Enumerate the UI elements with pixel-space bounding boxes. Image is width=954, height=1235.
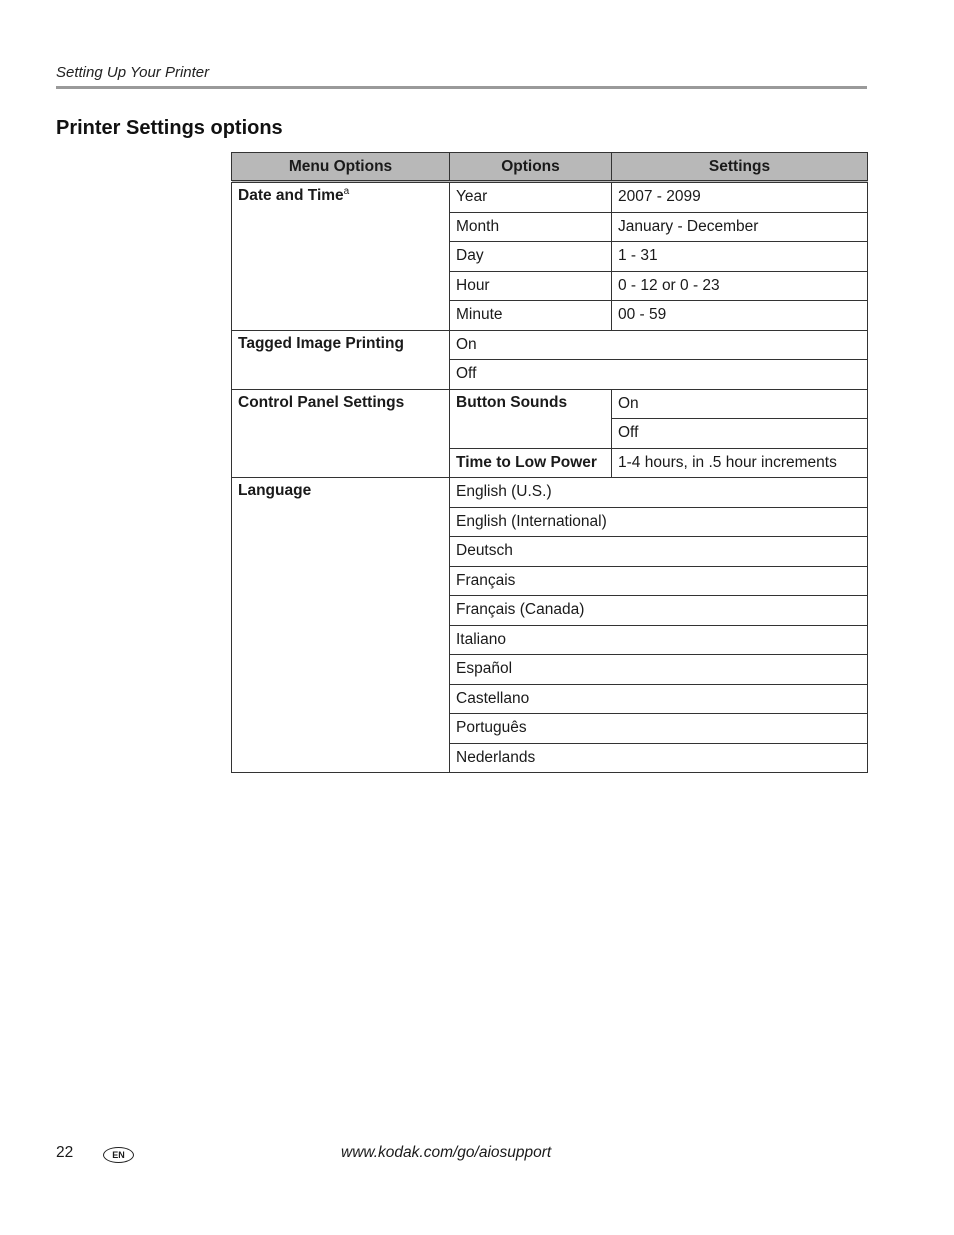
footnote-marker: a — [343, 185, 350, 197]
option-cell: Year — [450, 182, 612, 213]
footer-url: www.kodak.com/go/aiosupport — [341, 1144, 552, 1161]
table-header-row — [232, 153, 868, 182]
printer-settings-table — [231, 152, 868, 773]
option-cell: Day — [450, 242, 612, 272]
table-row — [232, 330, 868, 360]
language-option: Français (Canada) — [450, 596, 868, 626]
setting-cell: 1 - 31 — [612, 242, 868, 272]
language-option: Castellano — [450, 684, 868, 714]
setting-cell: January - December — [612, 212, 868, 242]
header-divider — [56, 86, 867, 89]
table-row — [232, 182, 868, 213]
language-option: English (International) — [450, 507, 868, 537]
language-option: Deutsch — [450, 537, 868, 567]
language-option: Português — [450, 714, 868, 744]
page-number: 22 — [56, 1144, 74, 1161]
menu-option-label: Date and Time — [238, 187, 344, 204]
language-badge-icon — [103, 1147, 134, 1163]
column-header-options: Options — [450, 153, 612, 182]
option-cell: Month — [450, 212, 612, 242]
column-header-menu-options: Menu Options — [232, 153, 450, 182]
option-cell: On — [450, 330, 868, 360]
setting-cell: 1-4 hours, in .5 hour increments — [612, 448, 868, 478]
setting-cell: 2007 - 2099 — [612, 182, 868, 213]
language-option: Français — [450, 566, 868, 596]
table-row — [232, 389, 868, 419]
sub-option-time-to-low-power: Time to Low Power — [450, 448, 612, 478]
menu-option-language: Language — [232, 478, 450, 773]
option-cell: Off — [450, 360, 868, 390]
language-option: Italiano — [450, 625, 868, 655]
language-option: Nederlands — [450, 743, 868, 773]
running-header: Setting Up Your Printer — [56, 64, 210, 81]
section-title: Printer Settings options — [56, 117, 283, 139]
setting-cell: Off — [612, 419, 868, 449]
language-badge-label: EN — [112, 1150, 125, 1160]
setting-cell: 0 - 12 or 0 - 23 — [612, 271, 868, 301]
menu-option-control-panel: Control Panel Settings — [232, 389, 450, 478]
option-cell: Minute — [450, 301, 612, 331]
setting-cell: On — [612, 389, 868, 419]
option-cell: Hour — [450, 271, 612, 301]
menu-option-tagged-image: Tagged Image Printing — [232, 330, 450, 389]
setting-cell: 00 - 59 — [612, 301, 868, 331]
sub-option-button-sounds: Button Sounds — [450, 389, 612, 448]
language-option: Español — [450, 655, 868, 685]
table-row — [232, 478, 868, 508]
menu-option-date-time — [232, 182, 450, 331]
column-header-settings: Settings — [612, 153, 868, 182]
language-option: English (U.S.) — [450, 478, 868, 508]
